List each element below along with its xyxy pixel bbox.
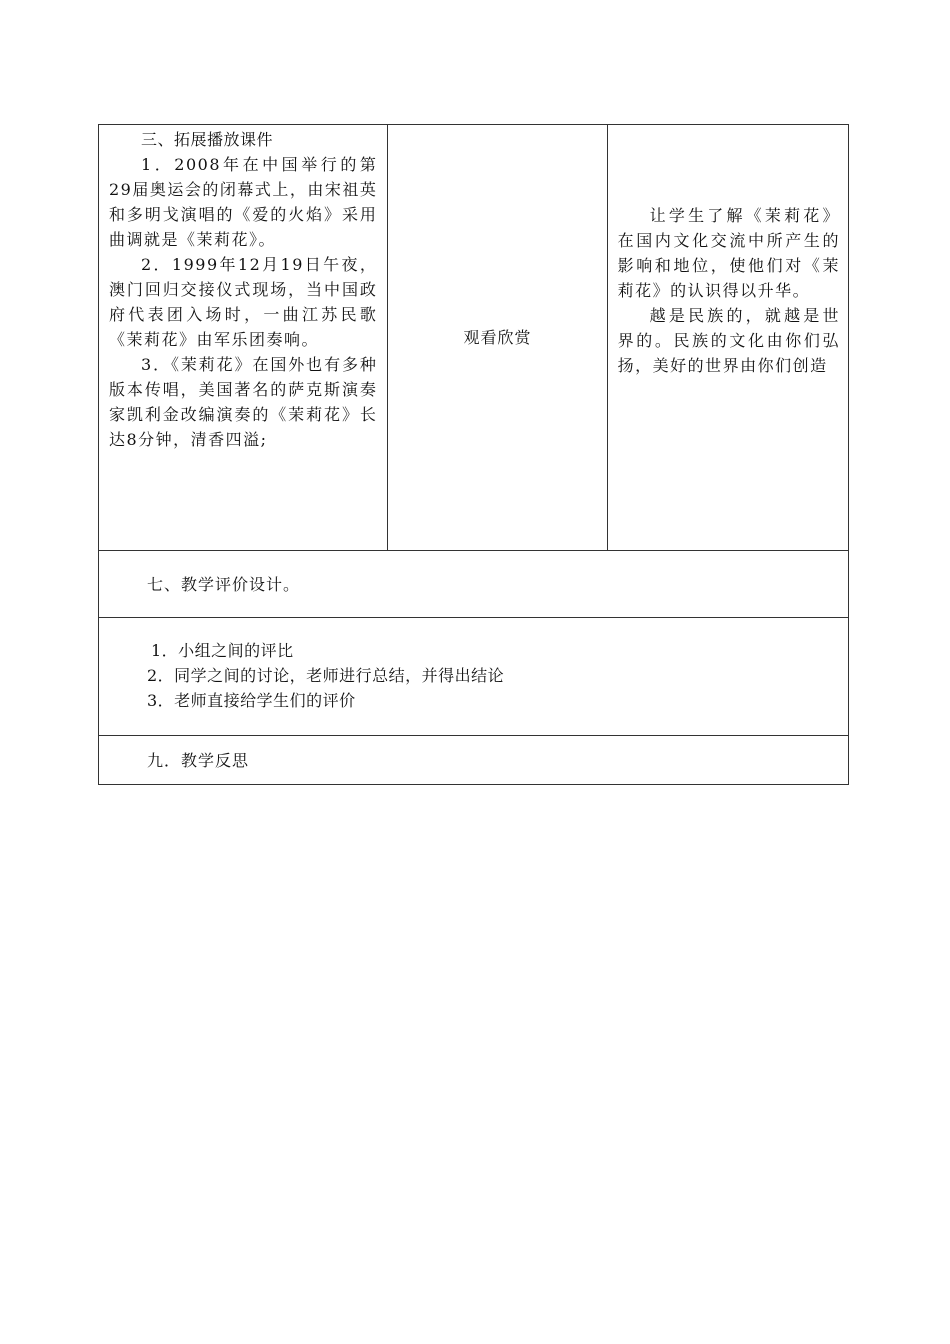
section7-cell xyxy=(99,551,849,618)
activity-cell: 观看欣赏 xyxy=(388,125,607,551)
section7-heading: 七、教学评价设计。 xyxy=(147,574,301,594)
purpose-cell xyxy=(607,125,848,551)
content-item: 2．1999年12月19日午夜，澳门回归交接仪式现场，当中国政府代表团入场时，一曲江苏民歌《茉莉花》由军乐团奏响。 xyxy=(109,255,378,349)
evaluation-list xyxy=(99,618,848,713)
section7-row xyxy=(99,551,849,618)
content-item: 1．2008年在中国举行的第29届奥运会的闭幕式上，由宋祖英和多明戈演唱的《爱的火焰》采用曲调就是《茉莉花》。 xyxy=(109,155,378,249)
purpose-paragraph: 让学生了解《茉莉花》在国内文化交流中所产生的影响和地位，使他们对《茉莉花》的认识得以升华。 xyxy=(617,206,840,300)
evaluation-item: 2．同学之间的讨论，老师进行总结，并得出结论 xyxy=(147,666,505,685)
evaluation-item: 3．老师直接给学生们的评价 xyxy=(147,691,356,710)
evaluation-row xyxy=(99,618,849,736)
section9-heading: 九．教学反思 xyxy=(147,750,250,770)
purpose-paragraph: 越是民族的，就越是世界的。民族的文化由你们弘扬，美好的世界由你们创造 xyxy=(617,306,840,375)
section9-row xyxy=(99,736,849,785)
section9-cell xyxy=(99,736,849,785)
content-cell xyxy=(99,125,388,551)
activity-row xyxy=(99,125,849,551)
evaluation-cell xyxy=(99,618,849,736)
section-heading: 三、拓展播放课件 xyxy=(141,130,274,149)
evaluation-item: 1．小组之间的评比 xyxy=(151,641,294,660)
lesson-plan-table xyxy=(98,124,849,785)
content-item: 3．《茉莉花》在国外也有多种版本传唱，美国著名的萨克斯演奏家凯利金改编演奏的《茉莉花》长达8分钟，清香四溢; xyxy=(109,355,378,449)
